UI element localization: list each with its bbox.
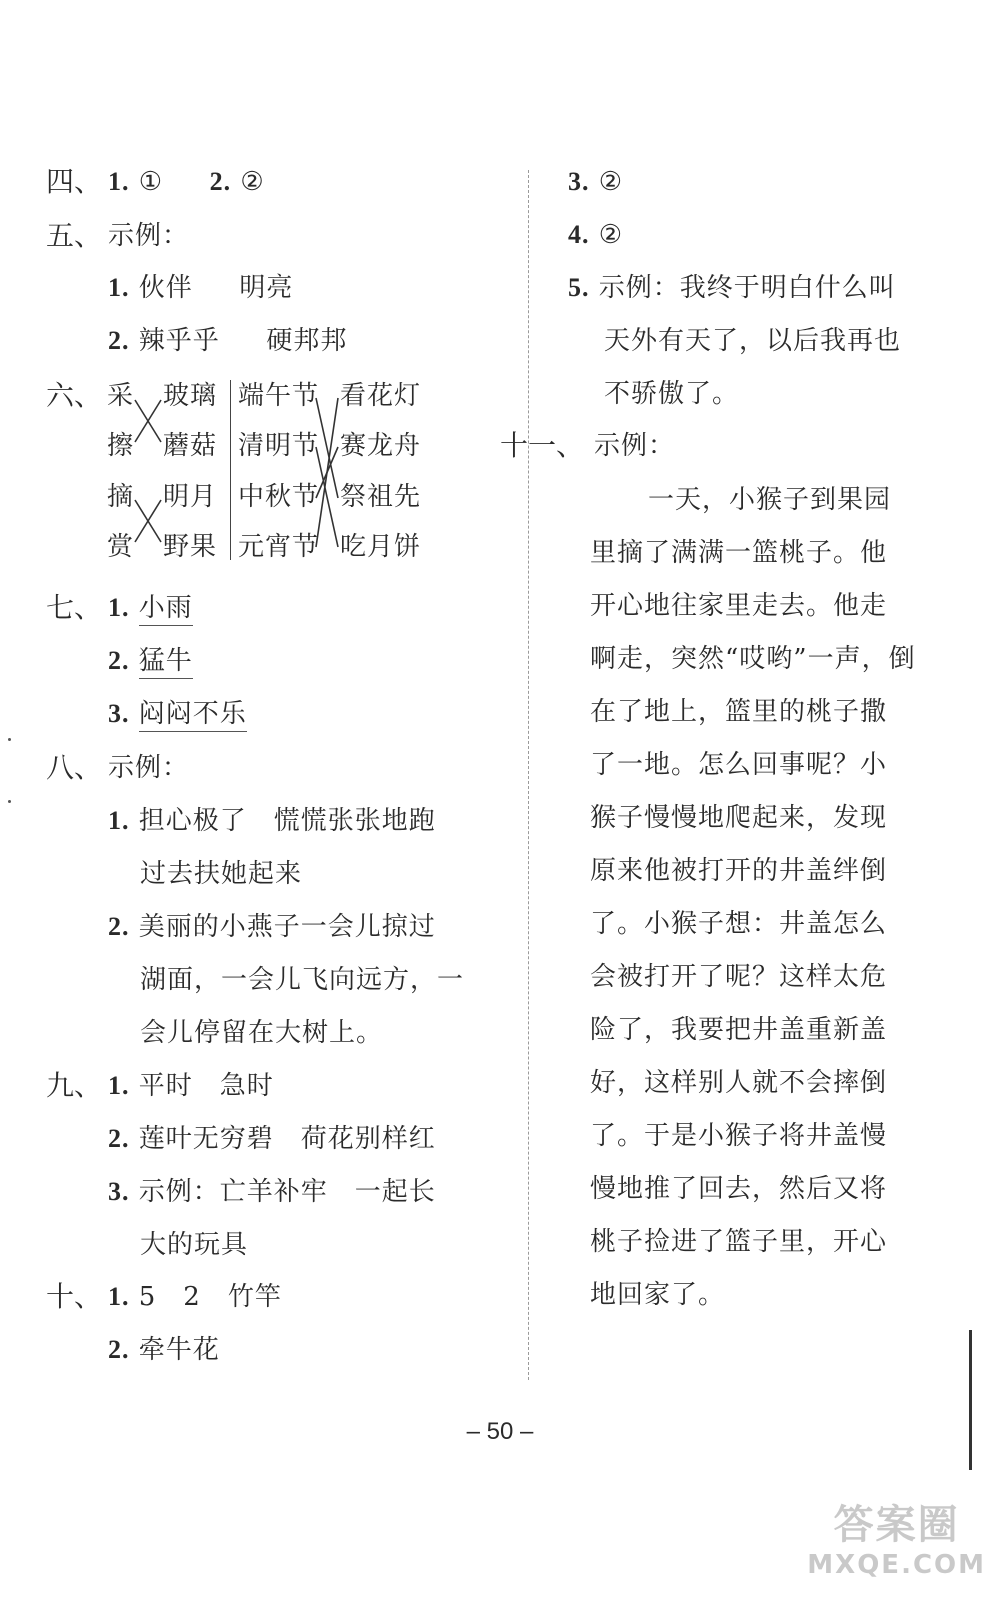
answer-line: 美丽的小燕子一会儿掠过 [138, 912, 436, 942]
section-6-head: 六、 [46, 379, 103, 412]
section-5-head: 五、 [46, 219, 103, 252]
answer: ② [598, 220, 624, 250]
item-number: 4. [568, 220, 590, 249]
section-5-label: 示例： [108, 221, 190, 251]
section-10-item-2 [108, 1334, 220, 1366]
item-number: 2. [108, 912, 130, 941]
essay-line: 了。于是小猴子将井盖慢 [590, 1121, 888, 1151]
section-9-item-1 [108, 1070, 274, 1102]
section-9-head: 九、 [46, 1069, 103, 1102]
match-line [316, 398, 338, 547]
item-number: 2. [209, 167, 232, 196]
match-left-item: 赏 [107, 532, 135, 562]
match-right-item: 看花灯 [340, 381, 422, 411]
essay-line: 桃子捡进了篮子里，开心 [590, 1227, 888, 1257]
page-number: – 50 – [466, 1418, 534, 1445]
match-right-item: 明月 [163, 482, 218, 512]
match-right-item: 蘑菇 [163, 431, 218, 461]
watermark-url: MXQE.COM [807, 1550, 986, 1580]
essay-line: 地回家了。 [590, 1280, 726, 1310]
answer: 硬邦邦 [266, 326, 348, 356]
match-left-item: 端午节 [238, 381, 320, 411]
essay-line: 开心地往家里走去。他走 [590, 591, 888, 621]
essay-line: 慢地推了回去，然后又将 [590, 1174, 888, 1204]
section-7-head: 七、 [46, 591, 103, 624]
answer-line: 天外有天了，以后我再也 [604, 326, 902, 356]
section-10-item-3 [568, 166, 623, 198]
section-10-item-4 [568, 219, 623, 251]
answer-line: 湖面，一会儿飞向远方，一 [140, 965, 465, 995]
answer-line: 过去扶她起来 [140, 859, 303, 889]
match-right-item: 玻璃 [163, 381, 218, 411]
section-10-item-5 [568, 272, 896, 304]
section-9-item-2 [108, 1123, 436, 1155]
answer: 5 2 竹竿 [138, 1282, 282, 1312]
answer: 伙伴 [138, 273, 193, 303]
item-number: 1. [108, 593, 130, 622]
essay-line: 险了，我要把井盖重新盖 [590, 1015, 888, 1045]
essay-line: 了。小猴子想：井盖怎么 [590, 909, 888, 939]
underlined-answer: 猛牛 [139, 646, 193, 679]
answer: 莲叶无穷碧 荷花别样红 [138, 1124, 436, 1154]
answer: ② [240, 167, 265, 197]
essay-line: 原来他被打开的井盖绊倒 [590, 856, 888, 886]
underlined-answer: 闷闷不乐 [139, 699, 247, 732]
section-9-item-3 [108, 1176, 436, 1208]
item-number: 2. [108, 326, 130, 355]
section-7-item-2 [108, 645, 193, 677]
essay-line: 啊走，突然“哎哟”一声，倒 [590, 644, 916, 674]
item-number: 2. [108, 1124, 130, 1153]
section-8-head: 八、 [46, 751, 103, 784]
essay-line: 一天，小猴子到果园 [648, 485, 892, 515]
answer-line: 示例：亡羊补牢 一起长 [138, 1177, 436, 1207]
section-8-item-2 [108, 911, 436, 943]
item-number: 1. [108, 806, 130, 835]
match-right-item: 野果 [163, 532, 218, 562]
answer: 牵牛花 [138, 1335, 220, 1365]
essay-line: 里摘了满满一篮桃子。他 [590, 538, 888, 568]
answer-line: 示例：我终于明白什么叫 [598, 273, 896, 303]
page-edge-mark [969, 1330, 972, 1470]
item-number: 1. [108, 1282, 130, 1311]
item-number: 1. [108, 167, 130, 196]
section-10-item-1 [108, 1281, 282, 1313]
item-number: 5. [568, 273, 590, 302]
item-number: 1. [108, 273, 130, 302]
section-4-head: 四、 [46, 165, 103, 198]
answer: ① [138, 167, 164, 197]
section-10-head: 十、 [46, 1280, 103, 1313]
watermark-logo [807, 1493, 986, 1580]
essay-line: 会被打开了呢？这样太危 [590, 962, 888, 992]
match-right-item: 祭祖先 [340, 482, 422, 512]
answer-line: 大的玩具 [140, 1230, 249, 1260]
item-number: 2. [108, 646, 130, 675]
item-number: 3. [568, 167, 590, 196]
section-8-item-1 [108, 805, 436, 837]
answer: 明亮 [239, 273, 294, 303]
match-left-item: 中秋节 [238, 482, 320, 512]
item-number: 3. [108, 699, 130, 728]
match-line [316, 447, 338, 547]
essay-line: 好，这样别人就不会摔倒 [590, 1068, 888, 1098]
section-11-head: 十一、 [500, 429, 585, 462]
match-right-item: 吃月饼 [340, 532, 422, 562]
item-number: 1. [108, 1071, 130, 1100]
answer-line: 不骄傲了。 [604, 379, 740, 409]
match-left-item: 摘 [107, 482, 135, 512]
underlined-answer: 小雨 [139, 593, 193, 626]
item-number: 3. [108, 1177, 130, 1206]
answer-line: 会儿停留在大树上。 [140, 1018, 384, 1048]
essay-line: 了一地。怎么回事呢？小 [590, 750, 888, 780]
answer: ② [598, 167, 624, 197]
match-left-item: 元宵节 [238, 532, 320, 562]
match-right-item: 赛龙舟 [340, 431, 422, 461]
section-8-label: 示例： [108, 753, 190, 783]
item-number: 2. [108, 1335, 130, 1364]
match-left-item: 采 [107, 381, 135, 411]
section-7-item-1 [108, 592, 193, 624]
section-11-label: 示例： [594, 431, 676, 461]
essay-line: 猴子慢慢地爬起来，发现 [590, 803, 888, 833]
match-line [316, 398, 338, 498]
answer-line: 担心极了 慌慌张张地跑 [138, 806, 436, 836]
match-left-item: 擦 [107, 431, 135, 461]
answer: 辣乎乎 [138, 326, 220, 356]
answer: 平时 急时 [138, 1071, 274, 1101]
match-left-item: 清明节 [238, 431, 320, 461]
watermark-title: 答案圈 [833, 1502, 960, 1548]
essay-line: 在了地上，篮里的桃子撒 [590, 697, 888, 727]
section-7-item-3 [108, 698, 247, 730]
